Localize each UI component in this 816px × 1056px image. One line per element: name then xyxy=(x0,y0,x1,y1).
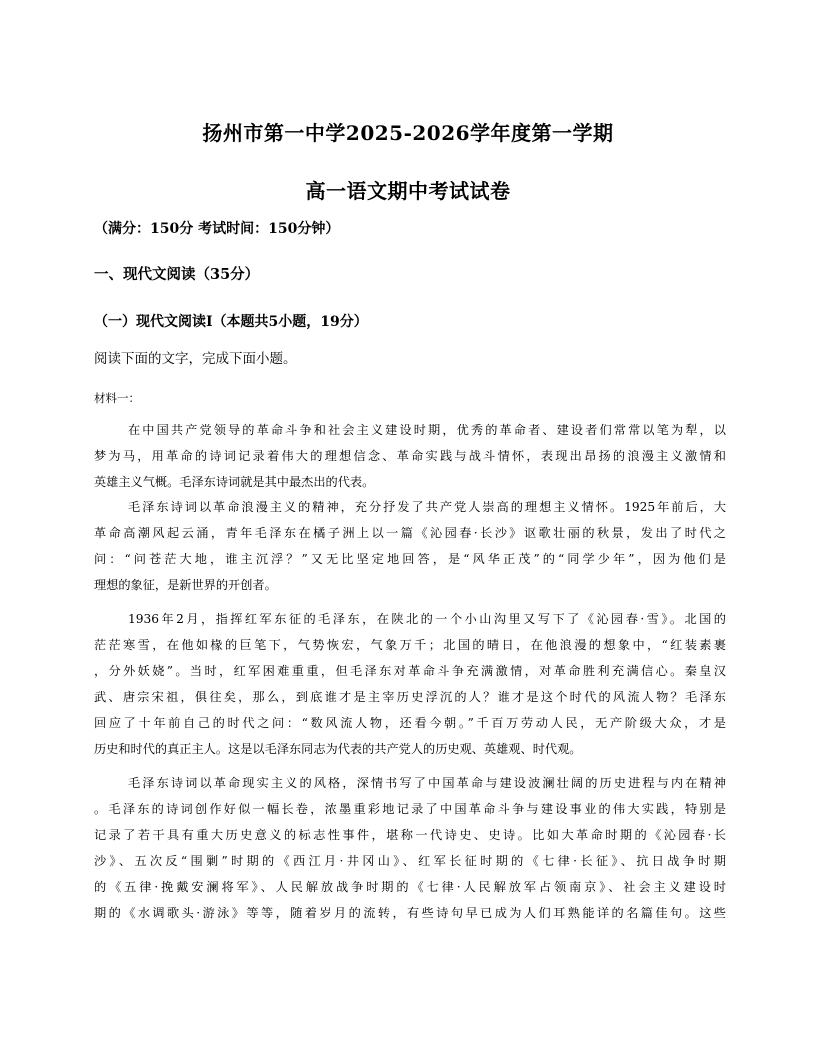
subsection-heading-reading-1: （一）现代文阅读Ⅰ（本题共5小题，19分） xyxy=(94,314,368,330)
passage-line: 武、唐宗宋祖，俱往矣，那么，到底谁才是主宰历史浮沉的人？谁才是这个时代的风流人物？毛泽东 xyxy=(94,690,726,704)
passage-line: 在中国共产党领导的革命斗争和社会主义建设时期，优秀的革命者、建设者们常常以笔为犁，以 xyxy=(128,423,726,437)
passage-line: 理想的象征，是新世界的开创者。 xyxy=(94,578,277,592)
exam-title-school-term: 扬州市第一中学2025-2026学年度第一学期 xyxy=(202,121,614,145)
passage-line: 沙》、五次反“围剿”时期的《西江月·井冈山》、红军长征时期的《七律·长征》、抗日战争时期 xyxy=(94,854,726,868)
passage-line: 毛泽东诗词以革命浪漫主义的精神，充分抒发了共产党人崇高的理想主义情怀。1925年前后，大 xyxy=(128,500,726,514)
passage-line: 历史和时代的真正主人。这是以毛泽东同志为代表的共产党人的历史观、英雄观、时代观。 xyxy=(94,742,582,756)
passage-line: 革命高潮风起云涌，青年毛泽东在橘子洲上以一篇《沁园春·长沙》讴歌壮丽的秋景，发出了时代之 xyxy=(94,526,726,540)
passage-line: ，分外妖娆”。当时，红军困难重重，但毛泽东对革命斗争充满激情，对革命胜利充满信心。秦皇汉 xyxy=(94,664,726,678)
score-time-info: （满分：150分 考试时间：150分钟） xyxy=(94,221,340,237)
section-heading-modern-reading: 一、现代文阅读（35分） xyxy=(94,266,260,283)
passage-line: 梦为马，用革命的诗词记录着伟大的理想信念、革命实践与战斗情怀，表现出昂扬的浪漫主义激情和 xyxy=(94,449,726,463)
passage-line: 1936年2月，指挥红军东征的毛泽东，在陕北的一个小山沟里又写下了《沁园春·雪》。北国的 xyxy=(128,612,726,626)
passage-line: 毛泽东诗词以革命现实主义的风格，深情书写了中国革命与建设波澜壮阔的历史进程与内在精神 xyxy=(128,776,726,790)
passage-line: 问：“问苍茫大地，谁主沉浮？”又无比坚定地回答，是“风华正茂”的“同学少年”，因为他们是 xyxy=(94,552,726,566)
material-label: 材料一： xyxy=(94,391,140,405)
exam-title-subject: 高一语文期中考试试卷 xyxy=(305,179,511,203)
reading-instruction: 阅读下面的文字，完成下面小题。 xyxy=(94,351,297,367)
passage-line: 茫茫寒雪，在他如椽的巨笔下，气势恢宏，气象万千；北国的晴日，在他浪漫的想象中，“红装素裹 xyxy=(94,638,726,652)
passage-line: 英雄主义气概。毛泽东诗词就是其中最杰出的代表。 xyxy=(94,475,375,489)
passage-line: 期的《水调歌头·游泳》等等，随着岁月的流转，有些诗句早已成为人们耳熟能详的名篇佳句。这些 xyxy=(94,906,726,920)
passage-line: 回应了十年前自己的时代之问：“数风流人物，还看今朝。”千百万劳动人民，无产阶级大众，才是 xyxy=(94,716,726,730)
passage-line: 的《五律·挽戴安澜将军》、人民解放战争时期的《七律·人民解放军占领南京》、社会主义建设时 xyxy=(94,880,726,894)
passage-line: 。毛泽东的诗词创作好似一幅长卷，浓墨重彩地记录了中国革命斗争与建设事业的伟大实践，特别是 xyxy=(94,802,726,816)
passage-line: 记录了若干具有重大历史意义的标志性事件，堪称一代诗史、史诗。比如大革命时期的《沁园春·长 xyxy=(94,828,726,842)
